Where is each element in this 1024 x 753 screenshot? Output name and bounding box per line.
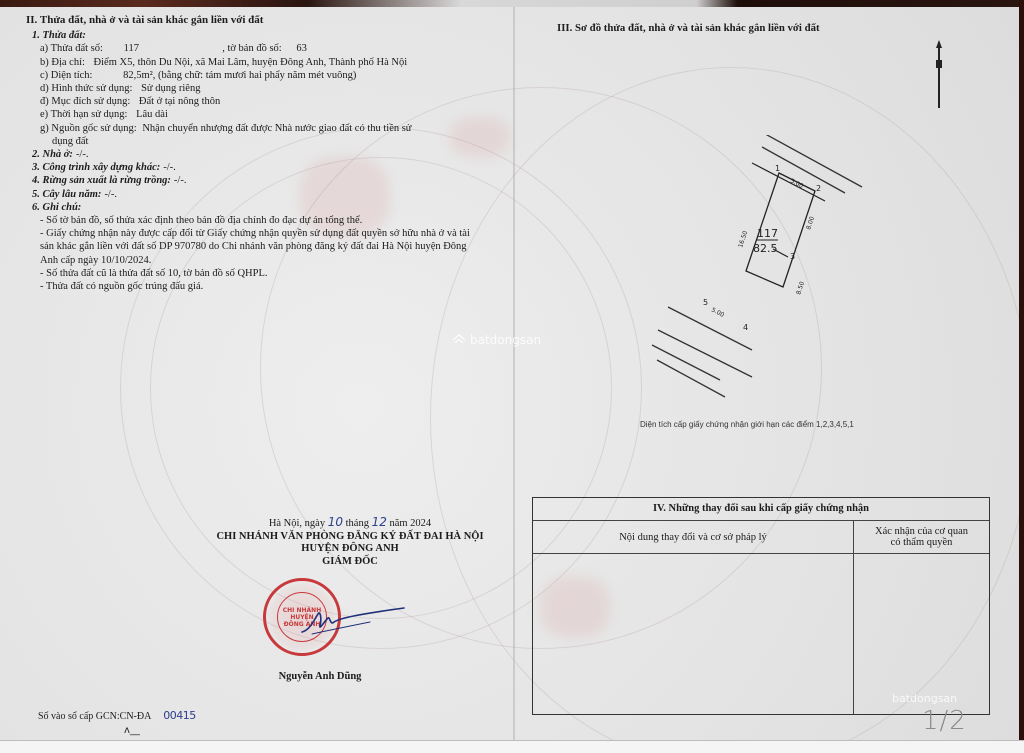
changes-table-header bbox=[533, 521, 989, 554]
issuing-org-line2: HUYỆN ĐÔNG ANH bbox=[301, 543, 399, 554]
watermark-corner: batdongsan bbox=[892, 692, 958, 705]
address-value: Điểm X5, thôn Du Nội, xã Mai Lâm, huyện Đông Anh, Thành phố Hà Nội bbox=[93, 56, 408, 68]
signer-title: GIÁM ĐỐC bbox=[322, 555, 378, 567]
area-row bbox=[26, 69, 496, 82]
usage-term-value: Lâu dài bbox=[136, 109, 168, 121]
forest-value: -/-. bbox=[173, 175, 187, 187]
parcel-number-value: 117 bbox=[123, 43, 139, 55]
stamp-text: CHI NHÁNH bbox=[282, 606, 322, 614]
usage-origin-cont: dụng đất bbox=[52, 135, 89, 147]
point-5-label: 5 bbox=[703, 298, 709, 307]
signing-block bbox=[150, 516, 550, 568]
stamp-text: HUYỆN bbox=[290, 613, 314, 621]
other-construction-value: -/-. bbox=[163, 162, 176, 174]
note-item: - Số thửa đất cũ là thửa đất số 10, tờ bản đồ số QHPL. bbox=[40, 267, 268, 279]
bottom-strip bbox=[0, 740, 1024, 753]
edge-4-5-length: 5.00 bbox=[710, 306, 726, 319]
col-authority-confirmation bbox=[854, 521, 989, 553]
top-edge bbox=[0, 0, 1024, 7]
watermark-text: batdongsan bbox=[470, 333, 542, 347]
signing-date bbox=[150, 516, 550, 531]
registry-number bbox=[38, 709, 196, 722]
edge-3-4-length: 8.50 bbox=[795, 280, 807, 296]
sketch-caption: Diện tích cấp giấy chứng nhận giới hạn các điểm 1,2,3,4,5,1 bbox=[640, 420, 854, 429]
perennial-label: 5. Cây lâu năm: bbox=[32, 188, 102, 200]
usage-purpose-value: Đất ở tại nông thôn bbox=[138, 96, 221, 108]
date-month: 12 bbox=[371, 515, 387, 529]
changes-table-title: IV. Những thay đổi sau khi cấp giấy chứng nhận bbox=[533, 498, 989, 521]
forest-label: 4. Rừng sản xuất là rừng trồng: bbox=[32, 175, 171, 187]
north-arrow-icon bbox=[932, 40, 946, 110]
changes-table bbox=[532, 497, 990, 715]
issuing-org-line1: CHI NHÁNH VĂN PHÒNG ĐĂNG KÝ ĐẤT ĐAI HÀ NỘI bbox=[216, 530, 484, 542]
point-1-label: 1 bbox=[775, 164, 781, 173]
date-year: năm 2024 bbox=[389, 518, 432, 529]
date-month-label: tháng bbox=[345, 518, 369, 529]
map-sheet-label: , tờ bản đồ số: bbox=[222, 43, 282, 55]
area-label: c) Diện tích: bbox=[40, 69, 93, 81]
date-prefix: Hà Nội, ngày bbox=[268, 518, 326, 529]
house-label: 2. Nhà ở: bbox=[32, 149, 73, 161]
signature-icon bbox=[300, 600, 410, 640]
notes-heading: 6. Ghi chú: bbox=[32, 201, 82, 213]
point-2-label: 2 bbox=[816, 184, 822, 193]
usage-form-value: Sử dụng riêng bbox=[141, 83, 201, 95]
authority-cell bbox=[854, 554, 989, 714]
parcel-number-sketch: 117 bbox=[757, 227, 778, 240]
note-item: - Số tờ bản đồ, số thửa xác định theo bản đồ địa chính đo đạc dự án tổng thể. bbox=[40, 215, 363, 227]
usage-form-label: d) Hình thức sử dụng: bbox=[40, 83, 133, 95]
edge-2-3-length: 8.00 bbox=[805, 215, 817, 231]
land-info-section bbox=[26, 14, 496, 293]
address-label: b) Địa chỉ: bbox=[40, 56, 85, 68]
stamp-text: ĐÔNG ANH bbox=[283, 620, 321, 628]
perennial-item bbox=[26, 188, 496, 201]
change-content-cell bbox=[533, 554, 854, 714]
col-change-content: Nội dung thay đổi và cơ sở pháp lý bbox=[533, 521, 854, 553]
page-fold bbox=[513, 7, 515, 740]
usage-origin-label: g) Nguồn gốc sử dụng: bbox=[40, 122, 137, 134]
parcel-number-row bbox=[26, 42, 496, 55]
page-indicator: 1/2 bbox=[922, 706, 967, 736]
point-4-label: 4 bbox=[743, 323, 749, 332]
area-value: 82,5m², (bằng chữ: tám mươi hai phẩy năm mét vuông) bbox=[123, 69, 357, 81]
registry-initial: ʌ__ bbox=[124, 725, 140, 736]
parcel-number-label: a) Thửa đất số: bbox=[40, 43, 103, 55]
col2-line1: Xác nhận của cơ quan bbox=[874, 526, 968, 537]
usage-form-row bbox=[26, 82, 496, 95]
section-iii-title: III. Sơ đồ thửa đất, nhà ở và tài sản khác gắn liền với đất bbox=[557, 22, 820, 34]
usage-origin-value: Nhận chuyển nhượng đất được Nhà nước giao đất có thu tiền sử bbox=[142, 122, 412, 134]
note-item: - Giấy chứng nhận này được cấp đổi từ Giấy chứng nhận quyền sử dụng đất quyền sở hữu nhà ở và tài sản khác gắn liền với đất số DP 970780 do Chi nhánh văn phòng đăng ký đất đai Hà Nội huyện Đông Anh cấp ngày 10/10/2024. bbox=[40, 228, 470, 266]
usage-term-label: e) Thời hạn sử dụng: bbox=[40, 109, 128, 121]
house-item bbox=[26, 148, 496, 161]
usage-purpose-row bbox=[26, 95, 496, 108]
parcel-sketch bbox=[640, 135, 890, 405]
registry-value: 00415 bbox=[163, 709, 196, 722]
house-value: -/-. bbox=[75, 149, 89, 161]
edge-1-2-length: 5.00 bbox=[789, 177, 805, 190]
forest-item bbox=[26, 174, 496, 187]
edge-5-1-length: 16.50 bbox=[737, 230, 750, 249]
usage-origin-row bbox=[26, 122, 496, 135]
right-edge bbox=[1019, 0, 1024, 740]
usage-purpose-label: đ) Mục đích sử dụng: bbox=[40, 96, 131, 108]
registry-label: Số vào sổ cấp GCN:CN-ĐA bbox=[38, 711, 151, 722]
other-construction-label: 3. Công trình xây dựng khác: bbox=[32, 162, 161, 174]
col2-line2: có thẩm quyền bbox=[890, 537, 953, 548]
note-item: - Thửa đất có nguồn gốc trúng đấu giá. bbox=[40, 281, 204, 293]
signer-name: Nguyễn Anh Dũng bbox=[278, 671, 362, 682]
other-construction-item bbox=[26, 161, 496, 174]
watermark bbox=[452, 333, 541, 347]
section-ii-title: II. Thửa đất, nhà ở và tài sản khác gắn liền với đất bbox=[26, 14, 264, 26]
point-3-label: 3 bbox=[790, 252, 796, 261]
watermark-logo-icon bbox=[452, 333, 466, 347]
date-day: 10 bbox=[327, 515, 343, 529]
usage-term-row bbox=[26, 108, 496, 121]
map-sheet-value: 63 bbox=[296, 43, 307, 55]
address-row bbox=[26, 56, 496, 69]
parcel-area-sketch: 82.5 bbox=[753, 242, 778, 255]
perennial-value: -/-. bbox=[104, 188, 117, 200]
land-heading: 1. Thửa đất: bbox=[32, 30, 86, 42]
changes-table-body bbox=[533, 554, 989, 714]
